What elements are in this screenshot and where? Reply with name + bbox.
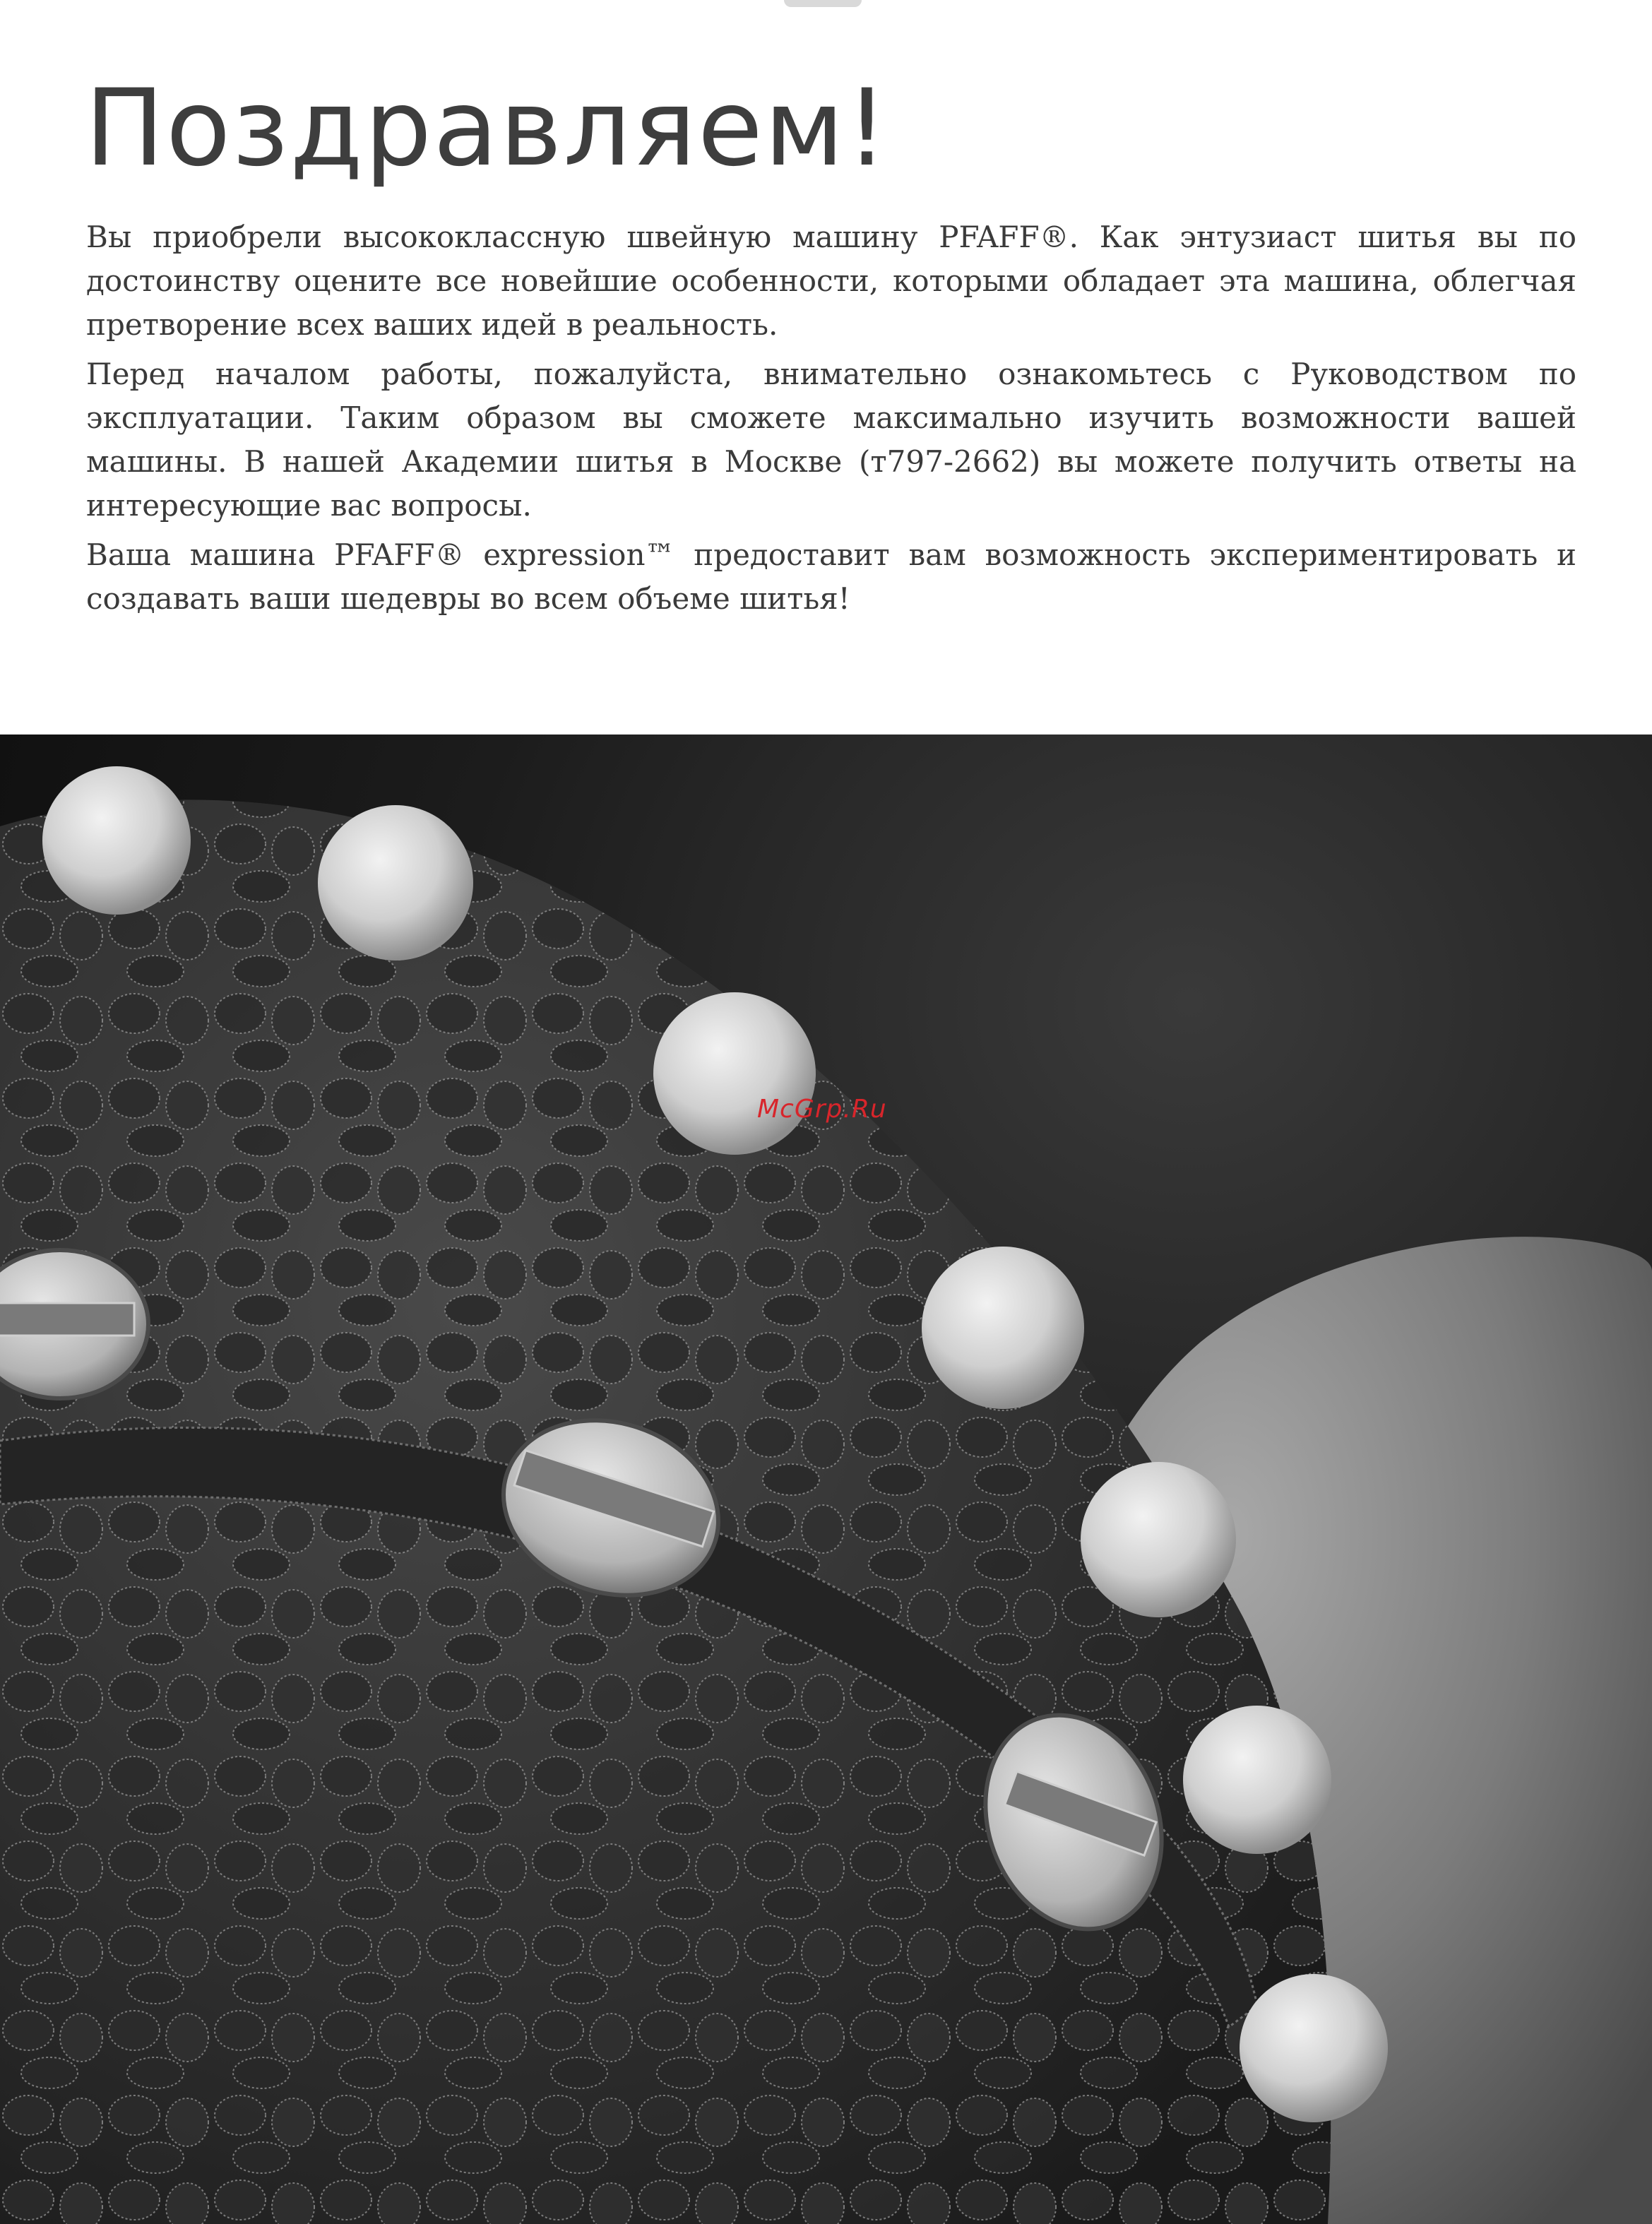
intro-paragraph-3: Ваша машина PFAFF® expression™ предоставит вам возможность экспериментировать и создавать ваши шедевры во всем объеме шитья! [86,537,1576,616]
button-left [0,1250,148,1398]
quilted-hat-photo [0,735,1652,2224]
intro-paragraph-1: Вы приобрели высококлассную швейную машину PFAFF®. Как энтузиаст шитья вы по достоинству оцените все новейшие особенности, которыми обладает эта машина, облегчая претворение всех ваших идей в реальность. [86,220,1576,342]
page-heading: Поздравляем! [85,67,890,190]
photo-illustration [0,735,1652,2224]
intro-paragraph-2: Перед началом работы, пожалуйста, внимательно ознакомьтесь с Руководством по эксплуатации. Таким образом вы сможете максимально изучить возможности вашей машины. В нашей Академии шитья в Москве (т797-2662) вы можете получить ответы на интересующие вас вопросы. [86,357,1576,523]
watermark-text: McGrp.Ru [757,1095,887,1124]
intro-text [86,215,1576,626]
top-edge-shadow [784,0,862,7]
